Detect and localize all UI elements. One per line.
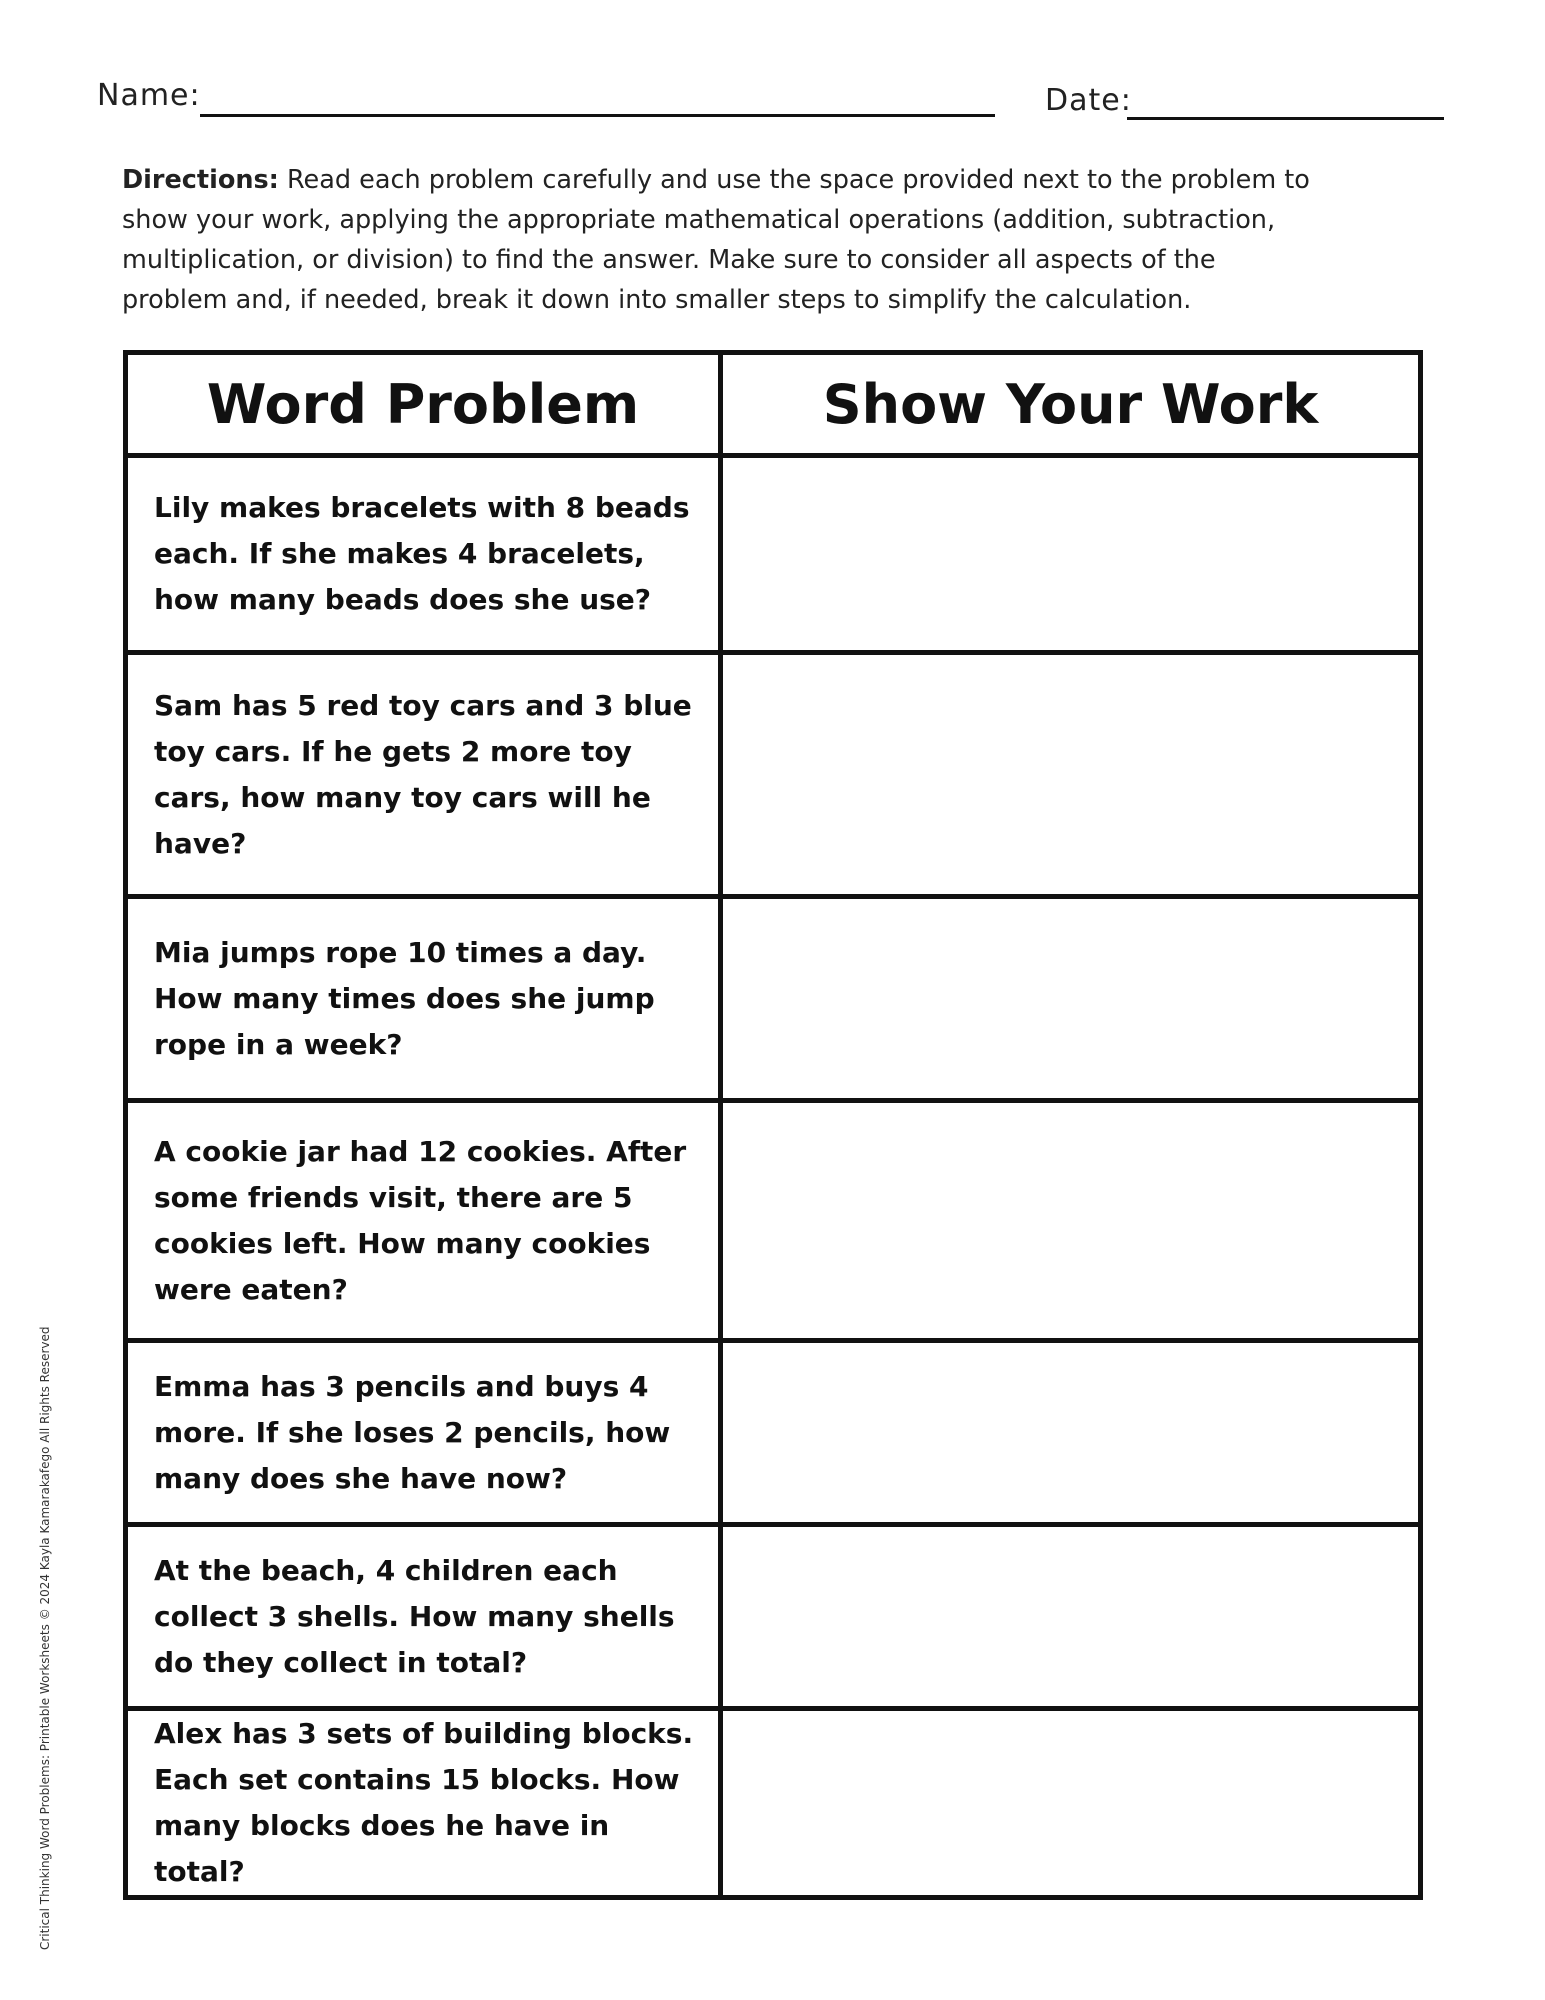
problem-cell (126, 897, 721, 1101)
problem-cell (126, 653, 721, 897)
directions-text-1: Read each problem carefully and use the space provided next to the problem to (286, 165, 1310, 195)
problem-text: At the beach, 4 children each collect 3 shells. How many shells do they collect in total? (154, 1553, 675, 1679)
problem-cell (126, 1341, 721, 1525)
problem-cell (126, 1101, 721, 1341)
work-cell[interactable] (721, 1709, 1421, 1898)
word-problem-table (123, 350, 1423, 1900)
table-row (126, 653, 1421, 897)
copyright-footer: Critical Thinking Word Problems: Printable Worksheets © 2024 Kayla Kamarakafego All Rights Reserved (38, 1326, 52, 1950)
name-blank-line[interactable] (200, 114, 995, 117)
date-label: Date: (1045, 83, 1132, 118)
work-cell[interactable] (721, 653, 1421, 897)
table-row (126, 1341, 1421, 1525)
problem-text: A cookie jar had 12 cookies. After some friends visit, there are 5 cookies left. How many cookies were eaten? (154, 1134, 687, 1306)
problem-cell (126, 456, 721, 653)
problem-text: Alex has 3 sets of building blocks. Each set contains 15 blocks. How many blocks does he have in total? (154, 1717, 694, 1888)
name-label: Name: (97, 78, 201, 113)
problem-text: Mia jumps rope 10 times a day. How many times does she jump rope in a week? (154, 935, 655, 1061)
work-cell[interactable] (721, 897, 1421, 1101)
table-row (126, 1101, 1421, 1341)
work-cell[interactable] (721, 1525, 1421, 1709)
table-row (126, 1709, 1421, 1898)
word-problem-header: Word Problem (126, 353, 721, 456)
table-row (126, 897, 1421, 1101)
directions-line-1 (122, 160, 1422, 200)
problem-text: Lily makes bracelets with 8 beads each. If she makes 4 bracelets, how many beads does she use? (154, 491, 690, 616)
work-cell[interactable] (721, 456, 1421, 653)
table-row (126, 1525, 1421, 1709)
directions-line-4: problem and, if needed, break it down into smaller steps to simplify the calculation. (122, 285, 1192, 315)
problem-cell (126, 1525, 721, 1709)
directions-lead: Directions: (122, 165, 279, 195)
table-row (126, 456, 1421, 653)
directions (122, 160, 1422, 320)
problem-cell (126, 1709, 721, 1898)
directions-line-3: multiplication, or division) to find the answer. Make sure to consider all aspects of the (122, 245, 1216, 275)
work-cell[interactable] (721, 1341, 1421, 1525)
directions-line-2: show your work, applying the appropriate mathematical operations (addition, subtraction, (122, 205, 1276, 235)
table-header-row (126, 353, 1421, 456)
problem-text: Sam has 5 red toy cars and 3 blue toy cars. If he gets 2 more toy cars, how many toy cars will he have? (154, 688, 692, 860)
date-blank-line[interactable] (1127, 117, 1444, 120)
problem-text: Emma has 3 pencils and buys 4 more. If she loses 2 pencils, how many does she have now? (154, 1369, 671, 1495)
work-cell[interactable] (721, 1101, 1421, 1341)
show-your-work-header: Show Your Work (721, 353, 1421, 456)
